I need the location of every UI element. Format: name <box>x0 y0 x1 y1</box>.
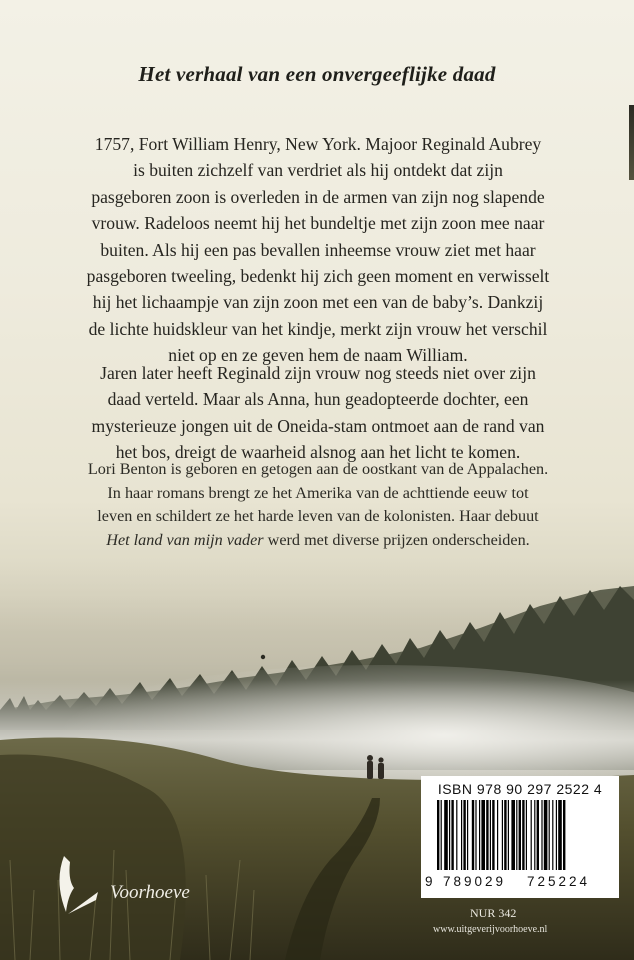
text-line: het bos, dreigt de waarheid alsnog aan het licht te komen. <box>115 442 521 463</box>
text-line: In haar romans brengt ze het Amerika van de achttiende eeuw tot <box>107 483 529 502</box>
text-line: pasgeboren zoon is overleden in de armen van zijn nog slapende <box>91 186 545 207</box>
nur-code: NUR 342 <box>470 906 517 920</box>
text-line: buiten. Als hij een pas bevallen inheemse vrouw ziet met haar <box>100 239 536 260</box>
text-line: Jaren later heeft Reginald zijn vrouw nog steeds niet over zijn <box>100 363 536 383</box>
text-line: Lori Benton is geboren en getogen aan de oostkant van de Appalachen. <box>87 460 549 478</box>
text-line: vrouw. Radeloos neemt hij het bundeltje met zijn zoon mee naar <box>91 213 545 234</box>
synopsis-paragraph-1 <box>40 131 596 369</box>
publisher-name: Voorhoeve <box>110 882 190 903</box>
barcode-label <box>421 776 619 898</box>
synopsis-paragraph-2 <box>40 360 596 466</box>
barcode-digits-right: 725224 <box>527 874 591 889</box>
text-line: hij het lichaampje van zijn zoon met een van de baby’s. Dankzij <box>92 292 544 313</box>
author-bio <box>40 458 596 552</box>
publisher-logo <box>50 852 260 932</box>
text-line-rest: werd met diverse prijzen onderscheiden. <box>267 530 530 549</box>
spine-edge <box>629 105 634 180</box>
text-line: is buiten zichzelf van verdriet als hij ontdekt dat zijn <box>133 160 503 181</box>
text-line: daad verteld. Maar als Anna, hun geadopteerde dochter, een <box>107 389 529 410</box>
debut-title: Het land van mijn vader <box>106 530 264 549</box>
text-line: leven en schildert ze het harde leven van de kolonisten. Haar debuut <box>97 507 539 525</box>
barcode <box>435 800 605 870</box>
publisher-url: www.uitgeverijvoorhoeve.nl <box>433 924 548 935</box>
barcode-digit-first: 9 <box>425 874 433 889</box>
tagline: Het verhaal van een onvergeeflijke daad <box>138 62 496 86</box>
text-line: pasgeboren tweeling, bedenkt hij zich geen moment en verwisselt <box>86 266 550 287</box>
text-line: niet op en ze geven hem de naam William. <box>168 345 468 366</box>
text-line: de lichte huidskleur van het kindje, merkt zijn vrouw het verschil <box>88 318 548 339</box>
text-line <box>40 529 596 553</box>
barcode-digits-left: 789029 <box>443 874 507 889</box>
isbn-text: ISBN 978 90 297 2522 4 <box>437 781 603 797</box>
text-line: mysterieuze jongen uit de Oneida-stam ontmoet aan de rand van <box>91 415 545 436</box>
feather-icon <box>50 852 110 922</box>
text-line: 1757, Fort William Henry, New York. Majoor Reginald Aubrey <box>94 134 542 154</box>
